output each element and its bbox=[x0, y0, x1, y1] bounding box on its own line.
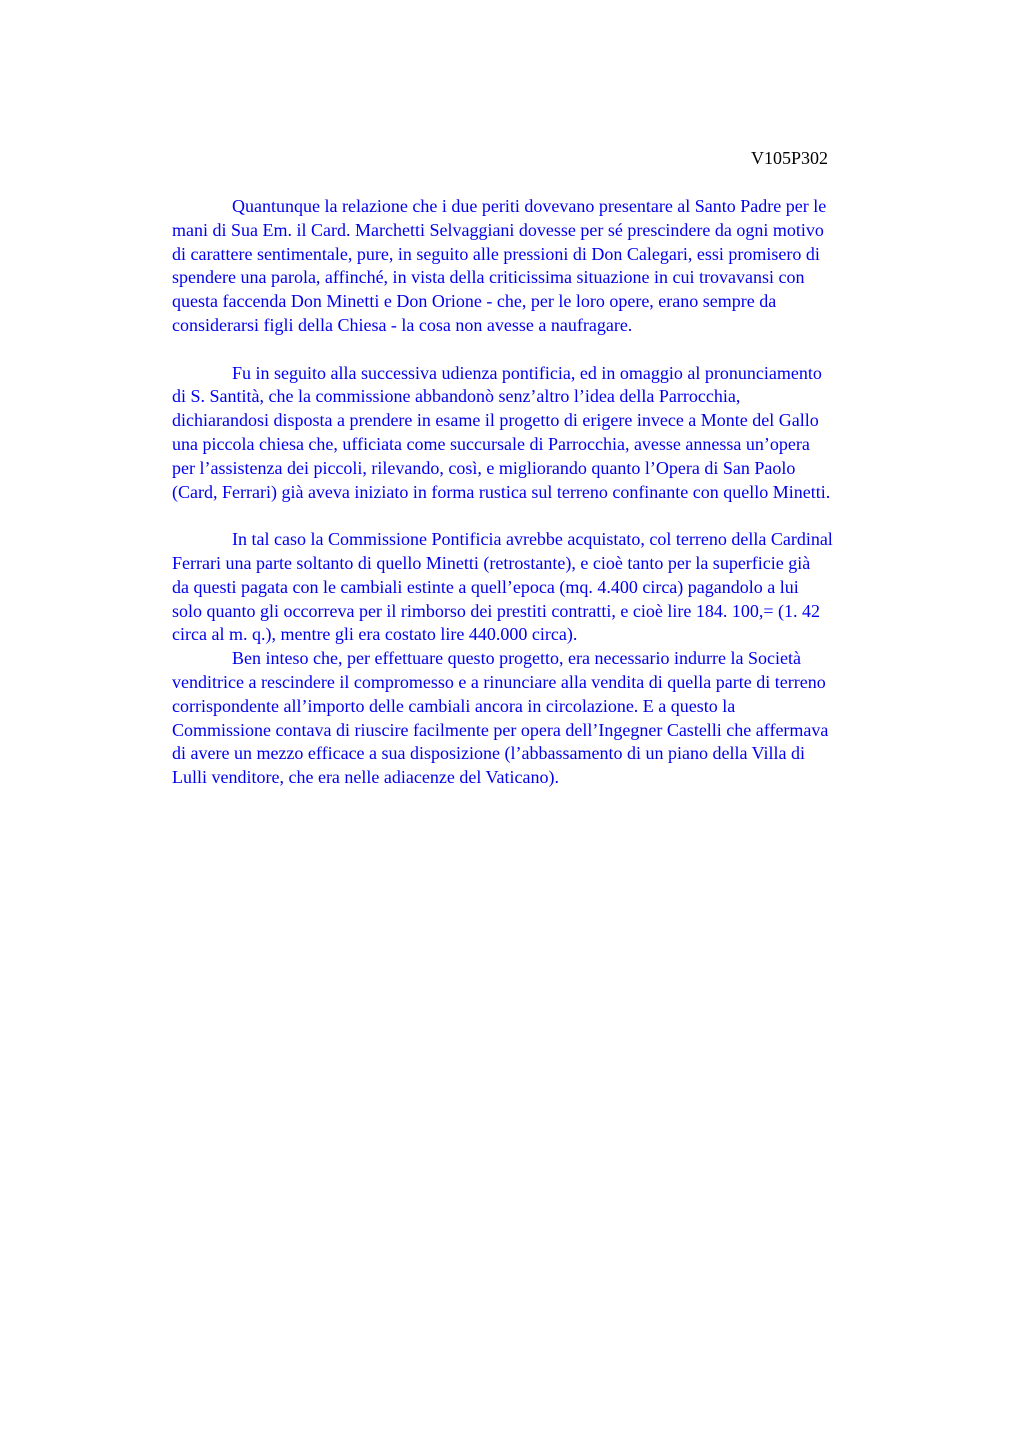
document-reference-code: V105P302 bbox=[751, 148, 829, 168]
paragraph-3: In tal caso la Commissione Pontificia avrebbe acquistato, col terreno della Cardinal Ferrari una parte soltanto di quello Minetti (retrostante), e cioè tanto per la superficie già da questi pagata con le cambiali estinte a quell’epoca (mq. 4.400 circa) pagandolo a lui solo quanto gli occorreva per il rimborso dei prestiti contratti, e cioè lire 184. 100,= (1. 42 circa al m. q.), mentre gli era costato lire 440.000 circa). bbox=[172, 529, 833, 645]
paragraph-2: Fu in seguito alla successiva udienza pontificia, ed in omaggio al pronunciamento di S. Santità, che la commissione abbandonò senz’altro l’idea della Parrocchia, dichiarandosi disposta a prendere in esame il progetto di erigere invece a Monte del Gallo una piccola chiesa che, ufficiata come succursale di Parrocchia, avesse annessa un’opera per l’assistenza dei piccoli, rilevando, così, e migliorando quanto l’Opera di San Paolo (Card, Ferrari) già aveva iniziato in forma rustica sul terreno confinante con quello Minetti. bbox=[172, 362, 831, 502]
paragraph-1: Quantunque la relazione che i due periti dovevano presentare al Santo Padre per le mani di Sua Em. il Card. Marchetti Selvaggiani dovesse per sé prescindere da ogni motivo di carattere sentimentale, pure, in seguito alle pressioni di Don Calegari, essi promisero di spendere una parola, affinché, in vista della criticissima situazione in cui trovavansi con questa faccenda Don Minetti e Don Orione - che, per le loro opere, erano sempre da considerarsi figli della Chiesa - la cosa non avesse a naufragare. bbox=[172, 196, 827, 335]
document-body bbox=[172, 195, 932, 790]
paragraph-4: Ben inteso che, per effettuare questo progetto, era necessario indurre la Società venditrice a rescindere il compromesso e a rinunciare alla vendita di quella parte di terreno corrispondente all’importo delle cambiali ancora in circolazione. E a questo la Commissione contava di riuscire facilmente per opera dell’Ingegner Castelli che affermava di avere un mezzo efficace a sua disposizione (l’abbassamento di un piano della Villa di Lulli venditore, che era nelle adiacenze del Vaticano). bbox=[172, 648, 829, 788]
